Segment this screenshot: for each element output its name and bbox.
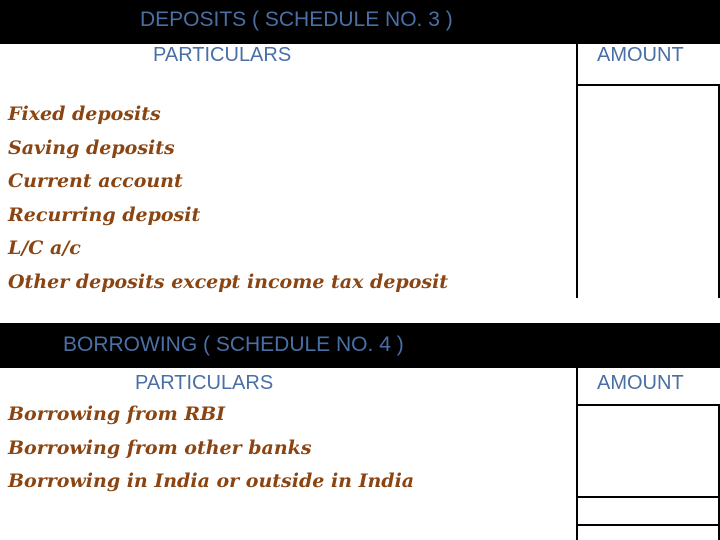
deposits-amount-top-border [576, 84, 720, 86]
list-item: Recurring deposit [8, 203, 201, 226]
borrowing-amount-left-border [576, 404, 578, 540]
list-item: Other deposits except income tax deposit [8, 270, 449, 293]
list-item: Saving deposits [8, 136, 175, 159]
borrowing-item-list [8, 398, 414, 499]
borrowing-amount-row-border [576, 496, 720, 498]
list-item: Current account [8, 170, 183, 192]
list-item: L/C a/c [8, 237, 81, 259]
list-item: Borrowing from other banks [8, 436, 312, 459]
deposits-item-list [8, 98, 448, 299]
list-item: Borrowing in India or outside in India [8, 470, 415, 492]
borrowing-title: BORROWING ( SCHEDULE NO. 4 ) [63, 333, 404, 356]
borrowing-amount-top-border [576, 404, 720, 406]
list-item: Borrowing from RBI [8, 403, 226, 425]
deposits-amount-left-border [576, 84, 578, 298]
borrowing-header-divider [576, 368, 578, 406]
borrowing-particulars-header: PARTICULARS [135, 372, 274, 394]
borrowing-amount-total-border [576, 524, 720, 526]
list-item: Fixed deposits [8, 103, 161, 125]
borrowing-amount-header: AMOUNT [597, 372, 684, 394]
deposits-particulars-header: PARTICULARS [153, 44, 292, 66]
deposits-title: DEPOSITS ( SCHEDULE NO. 3 ) [140, 8, 453, 31]
deposits-amount-header: AMOUNT [597, 44, 684, 66]
deposits-header-divider [576, 44, 578, 84]
